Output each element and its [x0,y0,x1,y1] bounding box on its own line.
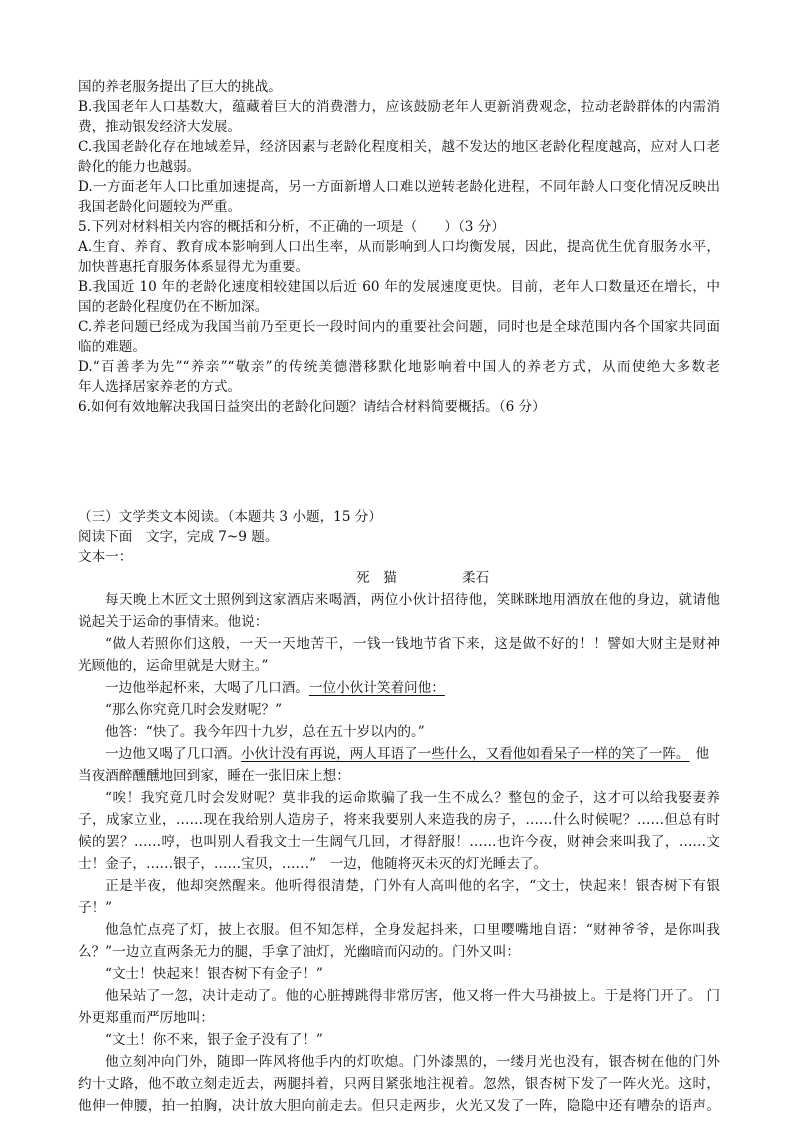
story-line: 子，成家立业，……现在我给别人造房子，将来我要别人来造我的房子，……什么时候呢？……但总有时 [78,812,720,828]
text-label: 文本一： [78,549,133,565]
q4-option-d: D.一方面老年人口比重加速提高，另一方面新增人口难以逆转老龄化进程，不同年龄人口变化情况反映出 [78,179,720,195]
story-line: 光顾他的，运命里就是大财主。” [78,658,269,674]
story-text: 一边他举起杯来，大喝了几口酒。 [105,680,309,696]
q5-stem: 5.下列对材料相关内容的概括和分析，不正确的一项是（ ）（3 分） [78,219,505,235]
q6-stem: 6.如何有效地解决我国日益突出的老龄化问题？请结合材料简要概括。（6 分） [78,399,546,415]
q4-option-b: B.我国老年人口基数大，蕴藏着巨大的消费潜力，应该鼓励老年人更新消费观念，拉动老龄群体的内需消 [78,99,720,115]
q5-option-d: D.“百善孝为先”“养亲”“敬亲”的传统美德潜移默化地影响着中国人的养老方式，从而使绝大多数老 [78,359,720,375]
story-line: 候的罢？……哼，也叫别人看我文士一生阔气几回，才得舒服！……也许今夜，财神会来叫我了，……文 [78,834,720,850]
story-line: 正是半夜，他却突然醒来。他听得很清楚，门外有人高叫他的名字，“文士，快起来！银杏树下有银 [105,878,720,894]
q5-option-a-cont: 加快普惠托育服务体系显得尤为重要。 [78,259,310,275]
story-line: 子！” [78,900,113,916]
story-line [105,678,445,698]
underlined-sentence: 小伙计没有再说，两人耳语了一些什么，又看他如看呆子一样的笑了一阵。 [240,746,690,762]
story-line: “那么你究竟几时会发财呢？” [105,702,283,718]
underlined-sentence: 一位小伙计笑着问他： [308,680,445,696]
q4-option-c-cont: 龄化的能力也越弱。 [78,159,201,175]
q5-option-c-cont: 临的难题。 [78,339,146,355]
story-text: 他 [695,746,710,762]
q5-option-b: B.我国近 10 年的老龄化速度相较建国以后近 60 年的发展速度更快。目前，老年人口数量还在增长，中 [78,279,720,295]
story-line: 当夜酒醉醺醺地回到家，睡在一张旧床上想： [78,768,350,784]
story-line: 他呆站了一忽，决计走动了。他的心脏搏跳得非常厉害，他又将一件大马褂披上。于是将门开了。 门 [105,988,720,1004]
story-line: 每天晚上木匠文士照例到这家酒店来喝酒，两位小伙计招待他，笑眯眯地用酒放在他的身边，就请他 [105,592,720,608]
story-line: 么？”一边立直两条无力的腿，手拿了油灯，光幽暗而闪动的。门外又叫： [78,944,520,960]
story-line: “文士！快起来！银杏树下有金子！” [105,966,323,982]
q4-line: 国的养老服务提出了巨大的挑战。 [78,79,282,95]
q4-option-b-cont: 费，推动银发经济大发展。 [78,119,242,135]
q4-option-c: C.我国老龄化存在地域差异，经济因素与老龄化程度相关，越不发达的地区老龄化程度越高，应对人口老 [78,139,720,155]
story-line: 说起关于运命的事情来。他说： [78,614,269,630]
story-line: 他急忙点亮了灯，披上衣服。但不知怎样，全身发起抖来，口里嘤嘴地自语：“财神爷爷，是你叫我 [105,922,720,938]
story-line: 他伸一伸腰，拍一拍胸，决计放大胆向前走去。但只走两步，火光又发了一阵，隐隐中还有嘈杂的语声。 [78,1098,720,1114]
story-line: 他答：“快了。我今年四十九岁，总在五十岁以内的。” [105,724,425,740]
story-line: “文土！你不来，银子金子没有了！” [105,1032,323,1048]
story-line [105,744,709,764]
story-author: 柔石 [462,570,490,586]
story-line: 士！金子，……银子，……宝贝，……” 一边，他随将灭未灭的灯光睡去了。 [78,856,548,872]
q5-option-a: A.生育、养育、教育成本影响到人口出生率，从而影响到人口均衡发展，因此，提高优生优育服务水平， [78,239,720,255]
story-text: 一边他又喝了几口酒。 [105,746,241,762]
section-heading: （三）文学类文本阅读。（本题共 3 小题，15 分） [78,509,382,525]
story-line: 他立刻冲向门外，随即一阵风将他手内的灯吹熄。门外漆黑的，一缕月光也没有，银杏树在他的门外 [105,1054,720,1070]
section-instruction: 阅读下面 文字，完成 7~9 题。 [78,529,279,545]
story-line: “唉！我究竟几时会发财呢？莫非我的运命欺骗了我一生不成么？整包的金子，这才可以给我娶妻养 [105,790,720,806]
q5-option-c: C.养老问题已经成为我国当前乃至更长一段时间内的重要社会问题，同时也是全球范围内各个国家共同面 [78,319,720,335]
story-line: 外更郑重而严厉地叫： [78,1010,214,1026]
q5-option-d-cont: 年人选择居家养老的方式。 [78,379,242,395]
story-line: 约十丈路，他不敢立刻走近去，两腿抖着，只两目紧张地注视着。忽然，银杏树下发了一阵火光。这时， [78,1076,720,1092]
q5-option-b-cont: 国的老龄化程度仍在不断加深。 [78,299,269,315]
q4-option-d-cont: 我国老龄化问题较为严重。 [78,199,242,215]
story-title: 死 猫 [356,570,397,586]
story-line: “做人若照你们这般，一天一天地苦干，一钱一钱地节省下来，这是做不好的！！譬如大财主是财神 [105,636,720,652]
